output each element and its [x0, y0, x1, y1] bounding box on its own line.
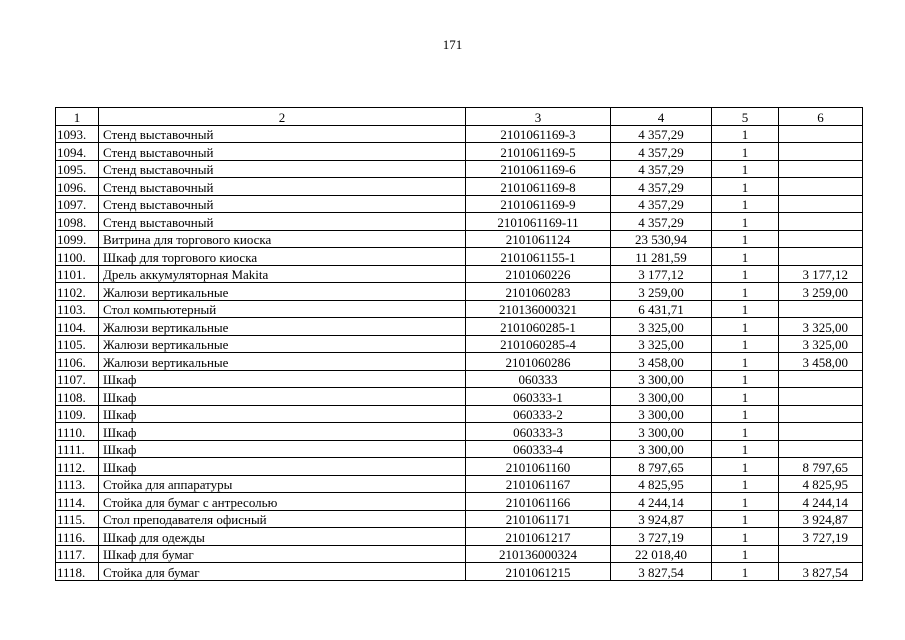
row-number-cell: 1110. — [56, 423, 99, 441]
residual-value-cell — [779, 178, 863, 196]
table-row — [56, 318, 863, 336]
quantity-cell: 1 — [712, 160, 779, 178]
cost-value-cell: 22 018,40 — [611, 545, 712, 563]
inventory-code-cell: 210136000321 — [466, 300, 611, 318]
quantity-cell: 1 — [712, 563, 779, 581]
residual-value-cell: 3 924,87 — [779, 510, 863, 528]
table-row — [56, 405, 863, 423]
item-name-cell: Жалюзи вертикальные — [99, 318, 466, 336]
row-number-cell: 1115. — [56, 510, 99, 528]
item-name-cell: Стенд выставочный — [99, 143, 466, 161]
row-number-cell: 1104. — [56, 318, 99, 336]
cost-value-cell: 3 300,00 — [611, 370, 712, 388]
quantity-cell: 1 — [712, 143, 779, 161]
table-row — [56, 213, 863, 231]
header-cell-3: 3 — [466, 108, 611, 126]
row-number-cell: 1108. — [56, 388, 99, 406]
inventory-table-body — [56, 108, 863, 581]
table-row — [56, 388, 863, 406]
quantity-cell: 1 — [712, 265, 779, 283]
item-name-cell: Шкаф — [99, 423, 466, 441]
row-number-cell: 1109. — [56, 405, 99, 423]
residual-value-cell: 3 727,19 — [779, 528, 863, 546]
inventory-code-cell: 2101061215 — [466, 563, 611, 581]
cost-value-cell: 4 357,29 — [611, 143, 712, 161]
residual-value-cell: 8 797,65 — [779, 458, 863, 476]
cost-value-cell: 4 825,95 — [611, 475, 712, 493]
cost-value-cell: 4 357,29 — [611, 178, 712, 196]
row-number-cell: 1116. — [56, 528, 99, 546]
header-cell-1: 1 — [56, 108, 99, 126]
row-number-cell: 1106. — [56, 353, 99, 371]
inventory-code-cell: 2101061160 — [466, 458, 611, 476]
item-name-cell: Дрель аккумуляторная Makita — [99, 265, 466, 283]
row-number-cell: 1111. — [56, 440, 99, 458]
cost-value-cell: 4 357,29 — [611, 213, 712, 231]
row-number-cell: 1099. — [56, 230, 99, 248]
table-row — [56, 510, 863, 528]
cost-value-cell: 3 177,12 — [611, 265, 712, 283]
residual-value-cell — [779, 370, 863, 388]
table-row — [56, 353, 863, 371]
residual-value-cell — [779, 423, 863, 441]
table-row — [56, 143, 863, 161]
item-name-cell: Шкаф — [99, 458, 466, 476]
row-number-cell: 1094. — [56, 143, 99, 161]
item-name-cell: Шкаф — [99, 370, 466, 388]
residual-value-cell: 3 177,12 — [779, 265, 863, 283]
row-number-cell: 1103. — [56, 300, 99, 318]
quantity-cell: 1 — [712, 125, 779, 143]
row-number-cell: 1095. — [56, 160, 99, 178]
item-name-cell: Стенд выставочный — [99, 125, 466, 143]
item-name-cell: Стойка для аппаратуры — [99, 475, 466, 493]
table-row — [56, 440, 863, 458]
table-row — [56, 545, 863, 563]
residual-value-cell: 4 244,14 — [779, 493, 863, 511]
row-number-cell: 1101. — [56, 265, 99, 283]
row-number-cell: 1107. — [56, 370, 99, 388]
cost-value-cell: 3 325,00 — [611, 335, 712, 353]
inventory-code-cell: 210136000324 — [466, 545, 611, 563]
residual-value-cell: 4 825,95 — [779, 475, 863, 493]
row-number-cell: 1117. — [56, 545, 99, 563]
item-name-cell: Шкаф — [99, 440, 466, 458]
residual-value-cell: 3 325,00 — [779, 318, 863, 336]
header-cell-5: 5 — [712, 108, 779, 126]
quantity-cell: 1 — [712, 335, 779, 353]
quantity-cell: 1 — [712, 195, 779, 213]
table-header-row — [56, 108, 863, 126]
inventory-code-cell: 2101060286 — [466, 353, 611, 371]
inventory-code-cell: 2101061169-3 — [466, 125, 611, 143]
item-name-cell: Жалюзи вертикальные — [99, 335, 466, 353]
residual-value-cell — [779, 125, 863, 143]
cost-value-cell: 23 530,94 — [611, 230, 712, 248]
residual-value-cell — [779, 388, 863, 406]
table-row — [56, 563, 863, 581]
inventory-table — [55, 107, 863, 581]
row-number-cell: 1105. — [56, 335, 99, 353]
inventory-code-cell: 060333-3 — [466, 423, 611, 441]
table-row — [56, 248, 863, 266]
quantity-cell: 1 — [712, 388, 779, 406]
inventory-code-cell: 2101061166 — [466, 493, 611, 511]
item-name-cell: Стойка для бумаг с антресолью — [99, 493, 466, 511]
cost-value-cell: 3 300,00 — [611, 405, 712, 423]
cost-value-cell: 3 325,00 — [611, 318, 712, 336]
inventory-code-cell: 2101061217 — [466, 528, 611, 546]
inventory-code-cell: 060333-4 — [466, 440, 611, 458]
inventory-code-cell: 2101060285-1 — [466, 318, 611, 336]
inventory-code-cell: 2101061169-11 — [466, 213, 611, 231]
quantity-cell: 1 — [712, 353, 779, 371]
table-row — [56, 335, 863, 353]
cost-value-cell: 3 259,00 — [611, 283, 712, 301]
quantity-cell: 1 — [712, 440, 779, 458]
quantity-cell: 1 — [712, 458, 779, 476]
quantity-cell: 1 — [712, 178, 779, 196]
quantity-cell: 1 — [712, 283, 779, 301]
inventory-code-cell: 2101061155-1 — [466, 248, 611, 266]
cost-value-cell: 4 357,29 — [611, 195, 712, 213]
item-name-cell: Шкаф — [99, 388, 466, 406]
table-row — [56, 528, 863, 546]
quantity-cell: 1 — [712, 213, 779, 231]
row-number-cell: 1118. — [56, 563, 99, 581]
residual-value-cell — [779, 160, 863, 178]
row-number-cell: 1098. — [56, 213, 99, 231]
table-row — [56, 195, 863, 213]
quantity-cell: 1 — [712, 370, 779, 388]
cost-value-cell: 4 244,14 — [611, 493, 712, 511]
residual-value-cell — [779, 440, 863, 458]
inventory-code-cell: 2101061169-9 — [466, 195, 611, 213]
item-name-cell: Жалюзи вертикальные — [99, 283, 466, 301]
item-name-cell: Стол компьютерный — [99, 300, 466, 318]
page-number: 171 — [442, 37, 463, 52]
quantity-cell: 1 — [712, 405, 779, 423]
table-row — [56, 125, 863, 143]
row-number-cell: 1100. — [56, 248, 99, 266]
residual-value-cell — [779, 213, 863, 231]
item-name-cell: Шкаф для одежды — [99, 528, 466, 546]
cost-value-cell: 4 357,29 — [611, 160, 712, 178]
residual-value-cell: 3 325,00 — [779, 335, 863, 353]
residual-value-cell — [779, 545, 863, 563]
cost-value-cell: 3 458,00 — [611, 353, 712, 371]
inventory-code-cell: 2101061167 — [466, 475, 611, 493]
quantity-cell: 1 — [712, 493, 779, 511]
row-number-cell: 1112. — [56, 458, 99, 476]
item-name-cell: Стенд выставочный — [99, 178, 466, 196]
header-cell-4: 4 — [611, 108, 712, 126]
cost-value-cell: 3 827,54 — [611, 563, 712, 581]
header-cell-6: 6 — [779, 108, 863, 126]
cost-value-cell: 4 357,29 — [611, 125, 712, 143]
item-name-cell: Шкаф для бумаг — [99, 545, 466, 563]
row-number-cell: 1096. — [56, 178, 99, 196]
row-number-cell: 1093. — [56, 125, 99, 143]
residual-value-cell — [779, 195, 863, 213]
quantity-cell: 1 — [712, 475, 779, 493]
table-row — [56, 493, 863, 511]
table-row — [56, 423, 863, 441]
item-name-cell: Витрина для торгового киоска — [99, 230, 466, 248]
inventory-code-cell: 2101061171 — [466, 510, 611, 528]
item-name-cell: Стол преподавателя офисный — [99, 510, 466, 528]
inventory-code-cell: 2101060283 — [466, 283, 611, 301]
inventory-code-cell: 2101060226 — [466, 265, 611, 283]
header-cell-2: 2 — [99, 108, 466, 126]
cost-value-cell: 8 797,65 — [611, 458, 712, 476]
cost-value-cell: 6 431,71 — [611, 300, 712, 318]
table-row — [56, 458, 863, 476]
item-name-cell: Шкаф — [99, 405, 466, 423]
item-name-cell: Стойка для бумаг — [99, 563, 466, 581]
inventory-code-cell: 2101061169-8 — [466, 178, 611, 196]
residual-value-cell — [779, 248, 863, 266]
cost-value-cell: 3 300,00 — [611, 388, 712, 406]
inventory-code-cell: 2101061169-5 — [466, 143, 611, 161]
row-number-cell: 1114. — [56, 493, 99, 511]
item-name-cell: Шкаф для торгового киоска — [99, 248, 466, 266]
table-row — [56, 283, 863, 301]
residual-value-cell — [779, 405, 863, 423]
cost-value-cell: 11 281,59 — [611, 248, 712, 266]
residual-value-cell — [779, 143, 863, 161]
inventory-code-cell: 060333-2 — [466, 405, 611, 423]
table-row — [56, 475, 863, 493]
item-name-cell: Жалюзи вертикальные — [99, 353, 466, 371]
residual-value-cell — [779, 300, 863, 318]
inventory-code-cell: 2101061124 — [466, 230, 611, 248]
quantity-cell: 1 — [712, 510, 779, 528]
table-row — [56, 230, 863, 248]
residual-value-cell: 3 827,54 — [779, 563, 863, 581]
quantity-cell: 1 — [712, 528, 779, 546]
residual-value-cell: 3 259,00 — [779, 283, 863, 301]
cost-value-cell: 3 300,00 — [611, 440, 712, 458]
row-number-cell: 1102. — [56, 283, 99, 301]
table-row — [56, 370, 863, 388]
cost-value-cell: 3 727,19 — [611, 528, 712, 546]
quantity-cell: 1 — [712, 545, 779, 563]
quantity-cell: 1 — [712, 248, 779, 266]
quantity-cell: 1 — [712, 423, 779, 441]
table-row — [56, 265, 863, 283]
table-row — [56, 178, 863, 196]
cost-value-cell: 3 300,00 — [611, 423, 712, 441]
residual-value-cell: 3 458,00 — [779, 353, 863, 371]
inventory-code-cell: 060333 — [466, 370, 611, 388]
quantity-cell: 1 — [712, 300, 779, 318]
row-number-cell: 1113. — [56, 475, 99, 493]
inventory-code-cell: 060333-1 — [466, 388, 611, 406]
table-row — [56, 160, 863, 178]
row-number-cell: 1097. — [56, 195, 99, 213]
item-name-cell: Стенд выставочный — [99, 213, 466, 231]
item-name-cell: Стенд выставочный — [99, 195, 466, 213]
residual-value-cell — [779, 230, 863, 248]
table-row — [56, 300, 863, 318]
inventory-code-cell: 2101060285-4 — [466, 335, 611, 353]
item-name-cell: Стенд выставочный — [99, 160, 466, 178]
quantity-cell: 1 — [712, 318, 779, 336]
cost-value-cell: 3 924,87 — [611, 510, 712, 528]
quantity-cell: 1 — [712, 230, 779, 248]
inventory-code-cell: 2101061169-6 — [466, 160, 611, 178]
